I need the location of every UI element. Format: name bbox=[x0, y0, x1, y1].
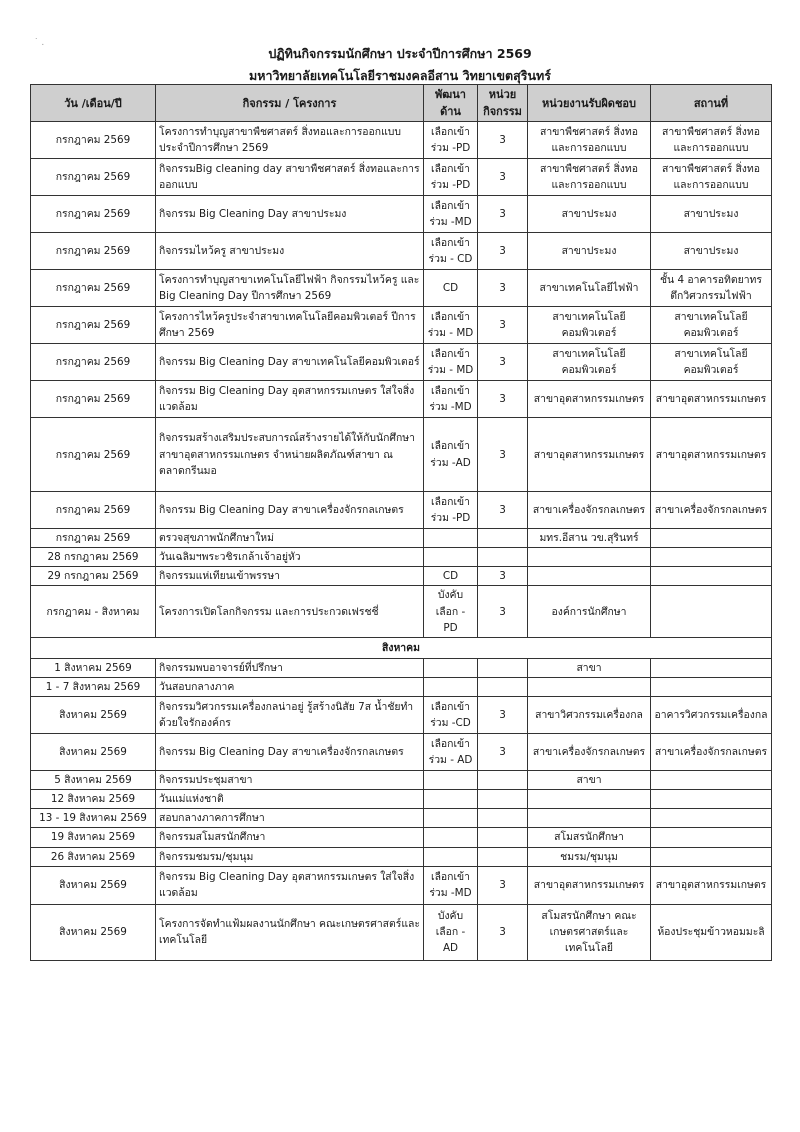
col-header-unit: หน่วยกิจกรรม bbox=[478, 85, 528, 122]
activity-cell: โครงการจัดทำแฟ้มผลงานนักศึกษา คณะเกษตรศาสตร์และเทคโนโลยี bbox=[156, 904, 424, 960]
place-cell bbox=[651, 809, 772, 828]
activity-cell: กิจกรรมพบอาจารย์ที่ปรึกษา bbox=[156, 658, 424, 677]
owner-cell bbox=[528, 790, 651, 809]
unit-cell: 3 bbox=[478, 567, 528, 586]
activity-cell: กิจกรรม Big Cleaning Day สาขาเทคโนโลยีคอมพิวเตอร์ bbox=[156, 344, 424, 381]
table-row bbox=[31, 548, 772, 567]
col-header-owner: หน่วยงานรับผิดชอบ bbox=[528, 85, 651, 122]
owner-cell: สาขา bbox=[528, 771, 651, 790]
date-cell: กรกฎาคม 2569 bbox=[31, 122, 156, 159]
date-cell: สิงหาคม 2569 bbox=[31, 904, 156, 960]
owner-cell: สาขาอุตสาหกรรมเกษตร bbox=[528, 418, 651, 492]
date-cell: กรกฎาคม 2569 bbox=[31, 418, 156, 492]
activity-cell: กิจกรรม Big Cleaning Day สาขาเครื่องจักรกลเกษตร bbox=[156, 734, 424, 771]
owner-cell: สาขาอุตสาหกรรมเกษตร bbox=[528, 381, 651, 418]
unit-cell: 3 bbox=[478, 122, 528, 159]
owner-cell: สาขาเทคโนโลยี คอมพิวเตอร์ bbox=[528, 307, 651, 344]
unit-cell: 3 bbox=[478, 159, 528, 196]
owner-cell: สาขาเทคโนโลยีไฟฟ้า bbox=[528, 270, 651, 307]
scan-mark: ˙ . bbox=[34, 38, 45, 48]
owner-cell bbox=[528, 548, 651, 567]
place-cell bbox=[651, 677, 772, 696]
date-cell: กรกฎาคม - สิงหาคม bbox=[31, 586, 156, 637]
table-row bbox=[31, 658, 772, 677]
develop-cell bbox=[424, 809, 478, 828]
unit-cell bbox=[478, 790, 528, 809]
develop-cell bbox=[424, 548, 478, 567]
unit-cell: 3 bbox=[478, 734, 528, 771]
unit-cell bbox=[478, 828, 528, 847]
unit-cell bbox=[478, 847, 528, 866]
col-header-activity: กิจกรรม / โครงการ bbox=[156, 85, 424, 122]
develop-cell: เลือกเข้าร่วม - MD bbox=[424, 344, 478, 381]
date-cell: 29 กรกฎาคม 2569 bbox=[31, 567, 156, 586]
table-row bbox=[31, 790, 772, 809]
date-cell: กรกฎาคม 2569 bbox=[31, 381, 156, 418]
date-cell: กรกฎาคม 2569 bbox=[31, 233, 156, 270]
place-cell: สาขาเครื่องจักรกลเกษตร bbox=[651, 492, 772, 529]
develop-cell bbox=[424, 828, 478, 847]
develop-cell bbox=[424, 790, 478, 809]
table-row bbox=[31, 344, 772, 381]
develop-cell bbox=[424, 677, 478, 696]
date-cell: 1 สิงหาคม 2569 bbox=[31, 658, 156, 677]
table-row bbox=[31, 492, 772, 529]
date-cell: 26 สิงหาคม 2569 bbox=[31, 847, 156, 866]
table-row bbox=[31, 828, 772, 847]
date-cell: กรกฎาคม 2569 bbox=[31, 270, 156, 307]
activity-cell: สอบกลางภาคการศึกษา bbox=[156, 809, 424, 828]
col-header-develop: พัฒนาด้าน bbox=[424, 85, 478, 122]
date-cell: กรกฎาคม 2569 bbox=[31, 529, 156, 548]
activity-cell: กิจกรรมชมรม/ชุมนุม bbox=[156, 847, 424, 866]
activity-cell: กิจกรรม Big Cleaning Day สาขาประมง bbox=[156, 196, 424, 233]
activity-cell: กิจกรรม Big Cleaning Day สาขาเครื่องจักรกลเกษตร bbox=[156, 492, 424, 529]
table-header-row bbox=[31, 85, 772, 122]
place-cell: สาขาประมง bbox=[651, 196, 772, 233]
unit-cell: 3 bbox=[478, 344, 528, 381]
owner-cell: ชมรม/ชุมนุม bbox=[528, 847, 651, 866]
activity-cell: กิจกรรมสโมสรนักศึกษา bbox=[156, 828, 424, 847]
owner-cell bbox=[528, 677, 651, 696]
develop-cell: บังคับเลือก - AD bbox=[424, 904, 478, 960]
table-row bbox=[31, 381, 772, 418]
unit-cell bbox=[478, 771, 528, 790]
table-row bbox=[31, 809, 772, 828]
place-cell: สาขาประมง bbox=[651, 233, 772, 270]
develop-cell: เลือกเข้าร่วม -MD bbox=[424, 196, 478, 233]
activity-cell: กิจกรรม Big Cleaning Day อุตสาหกรรมเกษตร ใส่ใจสิ่งแวดล้อม bbox=[156, 381, 424, 418]
place-cell: สาขาอุตสาหกรรมเกษตร bbox=[651, 381, 772, 418]
date-cell: 1 - 7 สิงหาคม 2569 bbox=[31, 677, 156, 696]
activity-cell: โครงการทำบุญสาขาเทคโนโลยีไฟฟ้า กิจกรรมไหว้ครู และ Big Cleaning Day ปีการศึกษา 2569 bbox=[156, 270, 424, 307]
document-subtitle: มหาวิทยาลัยเทคโนโลยีราชมงคลอีสาน วิทยาเขตสุรินทร์ bbox=[249, 68, 551, 83]
table-row bbox=[31, 233, 772, 270]
date-cell: สิงหาคม 2569 bbox=[31, 734, 156, 771]
activity-cell: กิจกรรมประชุมสาขา bbox=[156, 771, 424, 790]
unit-cell: 3 bbox=[478, 233, 528, 270]
table-row bbox=[31, 159, 772, 196]
activity-cell: วันสอบกลางภาค bbox=[156, 677, 424, 696]
develop-cell: เลือกเข้าร่วม -PD bbox=[424, 492, 478, 529]
place-cell: สาขาเทคโนโลยี คอมพิวเตอร์ bbox=[651, 344, 772, 381]
place-cell bbox=[651, 567, 772, 586]
develop-cell bbox=[424, 529, 478, 548]
date-cell: กรกฎาคม 2569 bbox=[31, 492, 156, 529]
develop-cell bbox=[424, 771, 478, 790]
develop-cell bbox=[424, 847, 478, 866]
owner-cell: สาขาประมง bbox=[528, 233, 651, 270]
place-cell: สาขาอุตสาหกรรมเกษตร bbox=[651, 866, 772, 904]
activity-cell: กิจกรรมสร้างเสริมประสบการณ์สร้างรายได้ให้กับนักศึกษาสาขาอุตสาหกรรมเกษตร จำหน่ายผลิตภัณฑ์สาขา ณ ตลาดกรีนมอ bbox=[156, 418, 424, 492]
unit-cell: 3 bbox=[478, 381, 528, 418]
unit-cell bbox=[478, 809, 528, 828]
date-cell: 13 - 19 สิงหาคม 2569 bbox=[31, 809, 156, 828]
unit-cell: 3 bbox=[478, 866, 528, 904]
table-row bbox=[31, 586, 772, 637]
table-row bbox=[31, 307, 772, 344]
activity-cell: โครงการทำบุญสาขาพืชศาสตร์ สิ่งทอและการออกแบบ ประจำปีการศึกษา 2569 bbox=[156, 122, 424, 159]
owner-cell: สาขาเครื่องจักรกลเกษตร bbox=[528, 734, 651, 771]
date-cell: 12 สิงหาคม 2569 bbox=[31, 790, 156, 809]
table-row bbox=[31, 847, 772, 866]
table-row bbox=[31, 697, 772, 734]
develop-cell: เลือกเข้าร่วม - CD bbox=[424, 233, 478, 270]
unit-cell bbox=[478, 677, 528, 696]
owner-cell: องค์การนักศึกษา bbox=[528, 586, 651, 637]
activity-cell: โครงการเปิดโลกกิจกรรม และการประกวดเฟรชชี่ bbox=[156, 586, 424, 637]
col-header-place: สถานที่ bbox=[651, 85, 772, 122]
table-row bbox=[31, 529, 772, 548]
owner-cell: สาขาประมง bbox=[528, 196, 651, 233]
develop-cell: บังคับเลือก - PD bbox=[424, 586, 478, 637]
owner-cell: สาขาเครื่องจักรกลเกษตร bbox=[528, 492, 651, 529]
table-row bbox=[31, 677, 772, 696]
date-cell: 28 กรกฎาคม 2569 bbox=[31, 548, 156, 567]
develop-cell: เลือกเข้าร่วม -MD bbox=[424, 866, 478, 904]
develop-cell: เลือกเข้าร่วม -MD bbox=[424, 381, 478, 418]
place-cell bbox=[651, 529, 772, 548]
owner-cell: มทร.อีสาน วข.สุรินทร์ bbox=[528, 529, 651, 548]
place-cell bbox=[651, 658, 772, 677]
develop-cell: เลือกเข้าร่วม -AD bbox=[424, 418, 478, 492]
unit-cell: 3 bbox=[478, 586, 528, 637]
place-cell bbox=[651, 790, 772, 809]
place-cell: ชั้น 4 อาคารอทิตยาทร ตึกวิศวกรรมไฟฟ้า bbox=[651, 270, 772, 307]
unit-cell: 3 bbox=[478, 418, 528, 492]
unit-cell bbox=[478, 658, 528, 677]
activity-cell: กิจกรรมไหว้ครู สาขาประมง bbox=[156, 233, 424, 270]
col-header-date: วัน /เดือน/ปี bbox=[31, 85, 156, 122]
table-row bbox=[31, 418, 772, 492]
table-row bbox=[31, 866, 772, 904]
activity-cell: โครงการไหว้ครูประจำสาขาเทคโนโลยีคอมพิวเตอร์ ปีการศึกษา 2569 bbox=[156, 307, 424, 344]
date-cell: กรกฎาคม 2569 bbox=[31, 159, 156, 196]
place-cell bbox=[651, 586, 772, 637]
owner-cell: สาขาอุตสาหกรรมเกษตร bbox=[528, 866, 651, 904]
place-cell: สาขาพืชศาสตร์ สิ่งทอและการออกแบบ bbox=[651, 159, 772, 196]
date-cell: กรกฎาคม 2569 bbox=[31, 196, 156, 233]
table-row bbox=[31, 270, 772, 307]
month-section-row bbox=[31, 637, 772, 658]
owner-cell bbox=[528, 567, 651, 586]
develop-cell: เลือกเข้าร่วม -PD bbox=[424, 122, 478, 159]
place-cell: สาขาอุตสาหกรรมเกษตร bbox=[651, 418, 772, 492]
table-row bbox=[31, 904, 772, 960]
table-row bbox=[31, 196, 772, 233]
owner-cell: สโมสรนักศึกษา คณะเกษตรศาสตร์และเทคโนโลยี bbox=[528, 904, 651, 960]
activity-cell: กิจกรรมBig cleaning day สาขาพืชศาสตร์ สิ่งทอและการออกแบบ bbox=[156, 159, 424, 196]
document-title: ปฏิทินกิจกรรมนักศึกษา ประจำปีการศึกษา 2569 bbox=[268, 46, 532, 61]
place-cell: อาคารวิศวกรรมเครื่องกล bbox=[651, 697, 772, 734]
month-section-label: สิงหาคม bbox=[31, 637, 772, 658]
unit-cell: 3 bbox=[478, 904, 528, 960]
activity-cell: กิจกรรมวิศวกรรมเครื่องกลน่าอยู่ รู้สร้างนิสัย 7ส น้ำชัยทำด้วยใจรักองค์กร bbox=[156, 697, 424, 734]
place-cell: สาขาเทคโนโลยี คอมพิวเตอร์ bbox=[651, 307, 772, 344]
develop-cell bbox=[424, 658, 478, 677]
unit-cell: 3 bbox=[478, 697, 528, 734]
date-cell: 19 สิงหาคม 2569 bbox=[31, 828, 156, 847]
place-cell bbox=[651, 847, 772, 866]
table-row bbox=[31, 771, 772, 790]
place-cell: สาขาพืชศาสตร์ สิ่งทอและการออกแบบ bbox=[651, 122, 772, 159]
develop-cell: เลือกเข้าร่วม -PD bbox=[424, 159, 478, 196]
activity-cell: วันแม่แห่งชาติ bbox=[156, 790, 424, 809]
place-cell: ห้องประชุมข้าวหอมมะลิ bbox=[651, 904, 772, 960]
develop-cell: เลือกเข้าร่วม - AD bbox=[424, 734, 478, 771]
table-row bbox=[31, 122, 772, 159]
develop-cell: CD bbox=[424, 270, 478, 307]
activity-cell: ตรวจสุขภาพนักศึกษาใหม่ bbox=[156, 529, 424, 548]
activity-calendar-table bbox=[30, 84, 772, 961]
activity-cell: กิจกรรมแห่เทียนเข้าพรรษา bbox=[156, 567, 424, 586]
owner-cell: สโมสรนักศึกษา bbox=[528, 828, 651, 847]
date-cell: 5 สิงหาคม 2569 bbox=[31, 771, 156, 790]
develop-cell: CD bbox=[424, 567, 478, 586]
date-cell: สิงหาคม 2569 bbox=[31, 697, 156, 734]
owner-cell: สาขาวิศวกรรมเครื่องกล bbox=[528, 697, 651, 734]
place-cell bbox=[651, 828, 772, 847]
place-cell bbox=[651, 548, 772, 567]
place-cell bbox=[651, 771, 772, 790]
unit-cell: 3 bbox=[478, 492, 528, 529]
unit-cell: 3 bbox=[478, 307, 528, 344]
unit-cell bbox=[478, 529, 528, 548]
develop-cell: เลือกเข้าร่วม -CD bbox=[424, 697, 478, 734]
owner-cell: สาขาเทคโนโลยี คอมพิวเตอร์ bbox=[528, 344, 651, 381]
owner-cell: สาขา bbox=[528, 658, 651, 677]
unit-cell: 3 bbox=[478, 196, 528, 233]
activity-cell: วันเฉลิมฯพระวชิรเกล้าเจ้าอยู่หัว bbox=[156, 548, 424, 567]
date-cell: สิงหาคม 2569 bbox=[31, 866, 156, 904]
place-cell: สาขาเครื่องจักรกลเกษตร bbox=[651, 734, 772, 771]
table-row bbox=[31, 734, 772, 771]
unit-cell bbox=[478, 548, 528, 567]
owner-cell: สาขาพืชศาสตร์ สิ่งทอและการออกแบบ bbox=[528, 159, 651, 196]
table-row bbox=[31, 567, 772, 586]
date-cell: กรกฎาคม 2569 bbox=[31, 307, 156, 344]
owner-cell: สาขาพืชศาสตร์ สิ่งทอและการออกแบบ bbox=[528, 122, 651, 159]
date-cell: กรกฎาคม 2569 bbox=[31, 344, 156, 381]
develop-cell: เลือกเข้าร่วม - MD bbox=[424, 307, 478, 344]
unit-cell: 3 bbox=[478, 270, 528, 307]
activity-cell: กิจกรรม Big Cleaning Day อุตสาหกรรมเกษตร ใส่ใจสิ่งแวดล้อม bbox=[156, 866, 424, 904]
owner-cell bbox=[528, 809, 651, 828]
